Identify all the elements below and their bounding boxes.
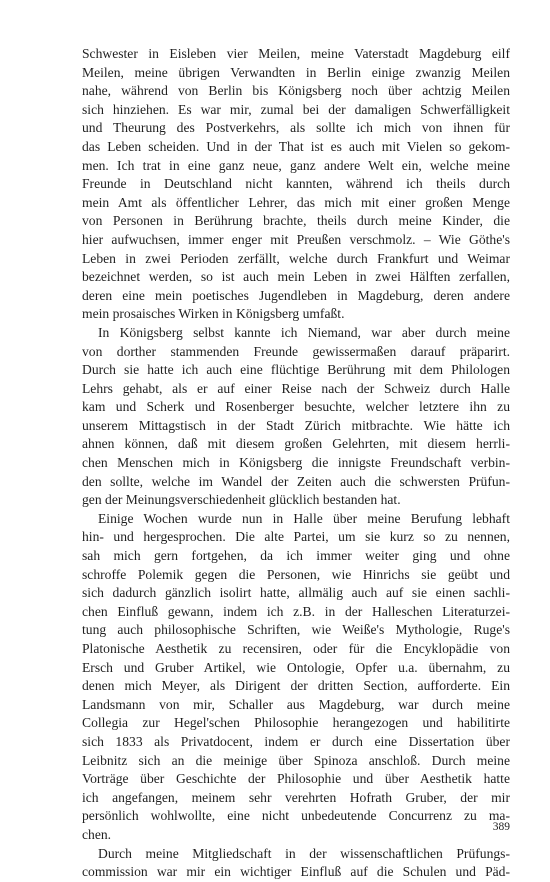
text-line: commission war mir ein wichtiger Einfluß auf die Schulen und Päd- — [82, 864, 510, 880]
text-line: den sollte, welche im Wandel der Zeiten auch die schwersten Prüfun- — [82, 473, 510, 489]
text-line: schroffe Polemik gegen die Personen, wie Hinrichs sie geübt und — [82, 566, 510, 582]
text-line: persönlich wohlwollte, eine nicht unbedeutende Concurrenz zu ma- — [82, 808, 510, 824]
text-line: In Königsberg selbst kannte ich Niemand, war aber durch meine — [98, 324, 510, 340]
text-line: sah mich gern fortgehen, da ich immer weiter ging und ohne — [82, 548, 510, 564]
text-line: Vorträge über Geschichte der Philosophie und über Aesthetik hatte — [82, 771, 510, 787]
text-line: Leibnitz sich an die meinige über Spinoza anschloß. Durch meine — [82, 752, 510, 768]
text-line: das Leben scheiden. Und in der That ist es auch mit Vielen so gekom- — [82, 138, 510, 154]
text-line: sich dadurch gänzlich isolirt hatte, allmälig auch auf sie einen sachli- — [82, 585, 510, 601]
text-line: sich 1833 als Privatdocent, indem er durch eine Dissertation über — [82, 733, 510, 749]
text-line: Lehrs gehabt, als er auf einer Reise nach der Schweiz durch Halle — [82, 380, 510, 396]
text-line: Leben in zwei Perioden zerfällt, welche durch Frankfurt und Weimar — [82, 250, 510, 266]
text-line: chen Einfluß gewann, indem ich z.B. in der Halleschen Literaturzei- — [82, 603, 510, 619]
text-line: Schwester in Eisleben vier Meilen, meine Vaterstadt Magdeburg eilf — [82, 46, 510, 61]
text-line: Einige Wochen wurde nun in Halle über meine Berufung lebhaft — [98, 510, 510, 526]
text-line: chen Menschen mich in Königsberg die innigste Freundschaft verbin- — [82, 455, 510, 471]
text-line: nahe, während von Berlin bis Königsberg noch über achtzig Meilen — [82, 83, 510, 99]
text-line: Durch sie hatte ich auch eine flüchtige Berührung mit dem Philologen — [82, 362, 510, 378]
text-line: chen. — [82, 826, 112, 842]
text-line: sich hinziehen. Es war mir, zumal bei der damaligen Schwerfälligkeit — [82, 101, 510, 117]
text-line: ich angefangen, meinem sehr verehrten Hofrath Gruber, der mir — [82, 789, 510, 805]
text-line: Freunde in Deutschland nicht kannten, während ich theils durch — [82, 176, 510, 192]
text-line: men. Ich trat in eine ganz neue, ganz andere Welt ein, welche meine — [82, 157, 510, 173]
page-number: 389 — [492, 821, 510, 833]
paragraph-4 — [82, 845, 510, 882]
text-line: kam und Scherk und Rosenberger besuchte, welcher letztere ihn zu — [82, 399, 510, 415]
paragraph-3 — [82, 510, 510, 845]
page-body — [82, 45, 510, 882]
text-line: und Theurung des Postverkehrs, als sollte ich mich von ihnen für — [82, 120, 510, 136]
text-line: tung auch philosophische Schriften, wie Weiße's Mythologie, Ruge's — [82, 622, 510, 638]
text-line: bezeichnet werden, so ist auch mein Leben in zwei Hälften zerfallen, — [82, 269, 510, 285]
text-line: hier aufwuchsen, immer enger mit Preußen verschmolz. – Wie Göthe's — [82, 231, 510, 247]
text-line: unserem Mittagstisch in der Stadt Zürich mitbrachte. Wie hätte ich — [82, 417, 510, 433]
text-line: mein prosaisches Wirken in Königsberg umfaßt. — [82, 306, 345, 322]
text-line: mein Amt als öffentlicher Lehrer, das mich mit einer großen Menge — [82, 194, 510, 210]
text-line: von Personen in Berührung brachte, theils durch meine Kinder, die — [82, 213, 510, 229]
text-line: Meilen, meine übrigen Verwandten in Berlin einige zwanzig Meilen — [82, 64, 510, 80]
text-line: ahnen können, daß mit diesem großen Gelehrten, mit diesem herrli- — [82, 436, 510, 452]
text-line: Ersch und Gruber Artikel, wie Ontologie, Opfer u.a. übernahm, zu — [82, 659, 510, 675]
text-line: Platonische Aesthetik zu recensiren, oder für die Encyklopädie von — [82, 641, 510, 656]
text-line: Landsmann von mir, Schaller aus Magdeburg, war durch meine — [82, 696, 510, 712]
text-line: deren eine mein poetisches Jugendleben in Magdeburg, deren andere — [82, 287, 510, 303]
text-line: hin- und hergesprochen. Die alte Partei, um sie kurz so zu nennen, — [82, 529, 510, 545]
text-line: gen der Meinungsverschiedenheit glücklich bestanden hat. — [82, 492, 401, 508]
text-line: von dorther stammenden Freunde gewissermaßen darauf präparirt. — [82, 343, 510, 359]
text-line: denen mich Meyer, als Dirigent der dritten Section, aufforderte. Ein — [82, 678, 510, 694]
paragraph-1 — [82, 45, 510, 324]
text-line: Collegia zur Hegel'schen Philosophie herangezogen und habilitirte — [82, 715, 510, 731]
text-line: Durch meine Mitgliedschaft in der wissenschaftlichen Prüfungs- — [98, 845, 510, 861]
paragraph-2 — [82, 324, 510, 510]
